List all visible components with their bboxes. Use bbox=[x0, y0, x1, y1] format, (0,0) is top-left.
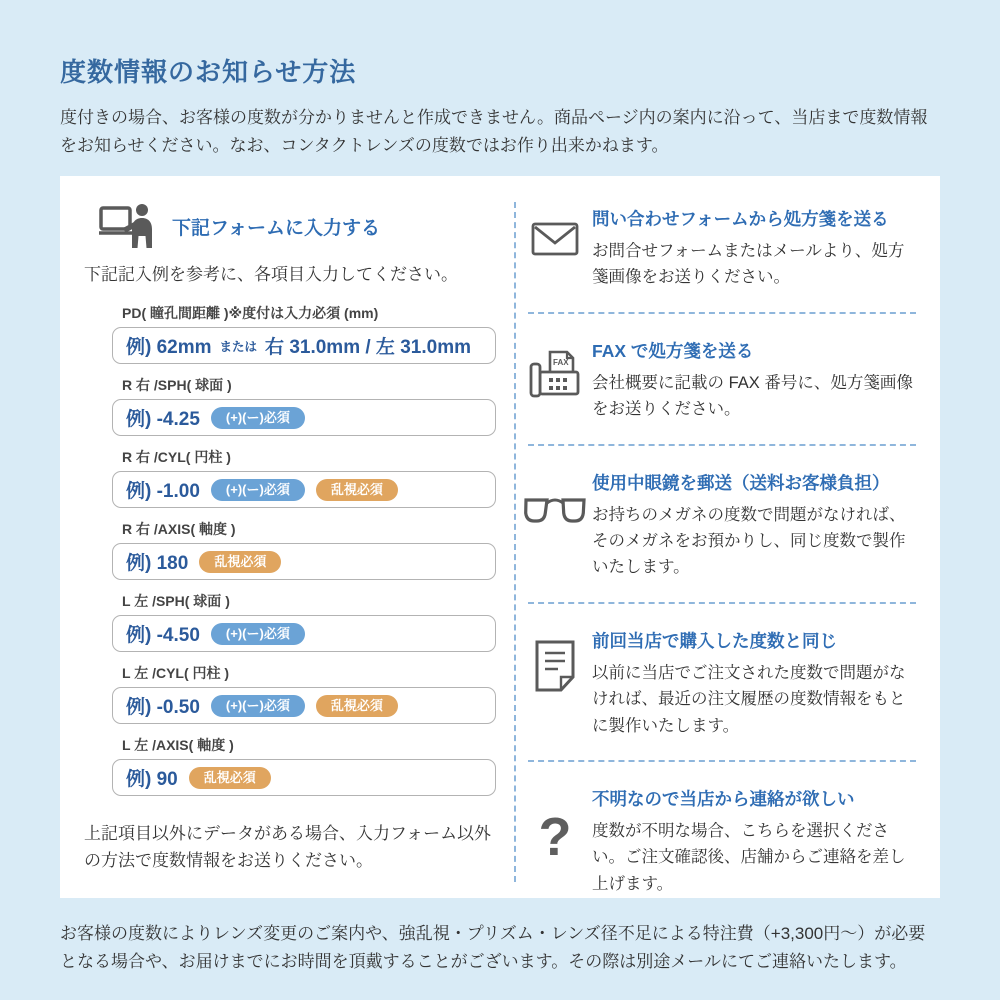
plus-minus-required-badge: (+)(ー)必須 bbox=[211, 695, 305, 717]
field-l-cyl bbox=[112, 665, 496, 724]
method-title: FAX で処方箋を送る bbox=[592, 340, 754, 361]
field-label: L 左 /SPH( 球面 ) bbox=[122, 593, 230, 610]
dashed-divider bbox=[528, 444, 916, 446]
field-example-box bbox=[112, 399, 496, 436]
method-body bbox=[592, 338, 916, 423]
field-example-or: または bbox=[219, 339, 258, 354]
plus-minus-required-badge: (+)(ー)必須 bbox=[211, 407, 305, 429]
field-example-box bbox=[112, 687, 496, 724]
fax-icon bbox=[518, 338, 592, 423]
method-body bbox=[592, 786, 916, 897]
field-label: L 左 /AXIS( 軸度 ) bbox=[122, 737, 234, 754]
field-r-axis bbox=[112, 521, 496, 580]
dashed-divider bbox=[528, 312, 916, 314]
astigmatism-required-badge: 乱視必須 bbox=[189, 767, 271, 789]
method-title: 使用中眼鏡を郵送（送料お客様負担） bbox=[592, 472, 890, 493]
field-example-value: 例) -4.50 bbox=[126, 625, 200, 647]
method-desc: 以前に当店でご注文された度数で問題がなければ、最近の注文履歴の度数情報をもとに製作いたします。 bbox=[592, 663, 906, 735]
field-example-value: 例) -1.00 bbox=[126, 481, 200, 503]
field-example-box bbox=[112, 327, 496, 364]
form-note: 上記項目以外にデータがある場合、入力フォーム以外の方法で度数情報をお送りください。 bbox=[84, 824, 492, 871]
envelope-icon bbox=[518, 206, 592, 291]
field-example-box bbox=[112, 615, 496, 652]
field-label: PD( 瞳孔間距離 )※度付は入力必須 (mm) bbox=[122, 305, 379, 322]
footer-note: お客様の度数によりレンズ変更のご案内や、強乱視・プリズム・レンズ径不足による特注費（+3,300円〜）が必要となる場合や、お届けまでにお時間を頂戴することがございます。その際は別途メールにてご連絡いたします。 bbox=[60, 924, 926, 972]
field-example-box bbox=[112, 759, 496, 796]
method-title: 不明なので当店から連絡が欲しい bbox=[592, 789, 855, 809]
method-body bbox=[592, 470, 916, 581]
svg-text:FAX: FAX bbox=[553, 357, 569, 367]
astigmatism-required-badge: 乱視必須 bbox=[316, 479, 398, 501]
field-example-value: 例) -0.50 bbox=[126, 697, 200, 719]
dashed-divider bbox=[528, 602, 916, 604]
field-example-box bbox=[112, 471, 496, 508]
method-desc: 会社概要に記載の FAX 番号に、処方箋画像をお送りください。 bbox=[592, 373, 913, 419]
method-fax bbox=[518, 338, 916, 423]
method-desc: 度数が不明な場合、こちらを選択ください。ご注文確認後、店舗からご連絡を差し上げます。 bbox=[592, 822, 906, 893]
method-desc: お持ちのメガネの度数で問題がなければ、そのメガネをお預かりし、同じ度数で製作いたします。 bbox=[592, 505, 906, 577]
field-label: L 左 /CYL( 円柱 ) bbox=[122, 665, 230, 682]
astigmatism-required-badge: 乱視必須 bbox=[316, 695, 398, 717]
method-contact-form bbox=[518, 206, 916, 291]
document-icon bbox=[518, 628, 592, 739]
method-body bbox=[592, 206, 916, 291]
field-l-sph bbox=[112, 593, 496, 652]
glasses-icon bbox=[518, 470, 592, 581]
method-title: 前回当店で購入した度数と同じ bbox=[592, 630, 837, 651]
method-previous-order bbox=[518, 628, 916, 739]
field-example-value: 例) -4.25 bbox=[126, 409, 200, 431]
method-body bbox=[592, 628, 916, 739]
form-section-header bbox=[84, 202, 500, 250]
field-label: R 右 /AXIS( 軸度 ) bbox=[122, 521, 236, 538]
field-l-axis bbox=[112, 737, 496, 796]
field-pd bbox=[112, 305, 496, 364]
method-unknown-contact bbox=[518, 786, 916, 897]
page-title: 度数情報のお知らせ方法 bbox=[60, 57, 357, 87]
field-example-value: 例) 90 bbox=[126, 769, 178, 791]
field-example-value: 例) 62mm bbox=[126, 337, 212, 359]
form-section-heading: 下記フォームに入力する bbox=[172, 217, 381, 239]
field-r-cyl bbox=[112, 449, 496, 508]
method-mail-glasses bbox=[518, 470, 916, 581]
instructor-monitor-icon bbox=[98, 202, 154, 250]
astigmatism-required-badge: 乱視必須 bbox=[199, 551, 281, 573]
question-icon: ? bbox=[538, 807, 572, 867]
field-example-box bbox=[112, 543, 496, 580]
field-example-value: 例) 180 bbox=[126, 553, 189, 575]
prescription-fields bbox=[84, 305, 500, 796]
intro-text: 度付きの場合、お客様の度数が分かりませんと作成できません。商品ページ内の案内に沿って、当店まで度数情報をお知らせください。なお、コンタクトレンズの度数ではお作り出来かねます。 bbox=[60, 108, 928, 156]
field-r-sph bbox=[112, 377, 496, 436]
method-title: 問い合わせフォームから処方箋を送る bbox=[592, 209, 889, 230]
field-label: R 右 /CYL( 円柱 ) bbox=[122, 449, 231, 466]
dashed-divider bbox=[528, 760, 916, 762]
plus-minus-required-badge: (+)(ー)必須 bbox=[211, 623, 305, 645]
form-input-section bbox=[84, 202, 500, 882]
field-label: R 右 /SPH( 球面 ) bbox=[122, 377, 232, 394]
form-instruction: 下記記入例を参考に、各項目入力してください。 bbox=[84, 265, 458, 285]
field-example-value-2: 右 31.0mm / 左 31.0mm bbox=[265, 337, 471, 359]
methods-card bbox=[60, 176, 940, 898]
other-methods-section bbox=[514, 202, 916, 893]
method-desc: お問合せフォームまたはメールより、処方箋画像をお送りください。 bbox=[592, 242, 905, 287]
plus-minus-required-badge: (+)(ー)必須 bbox=[211, 479, 305, 501]
